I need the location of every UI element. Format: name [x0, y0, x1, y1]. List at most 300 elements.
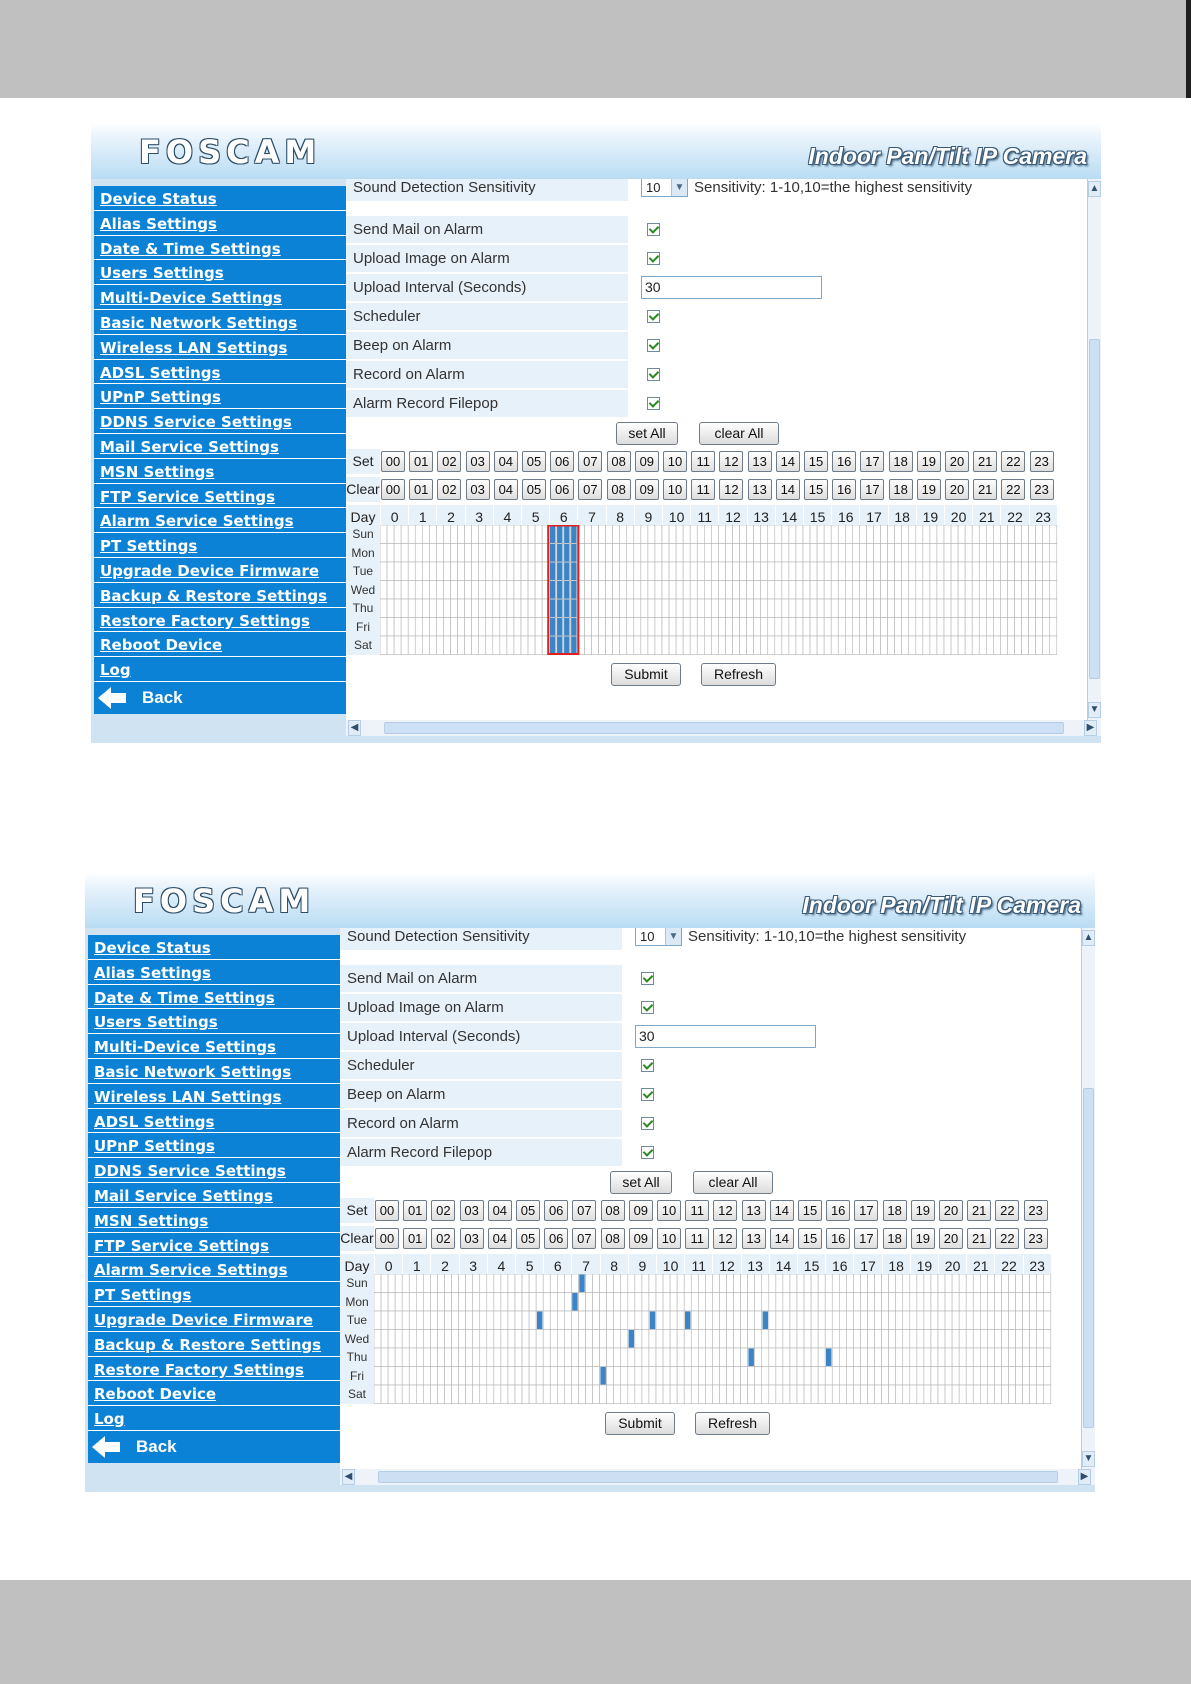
schedule-cell[interactable] — [402, 1348, 409, 1367]
schedule-cell[interactable] — [882, 1274, 889, 1293]
schedule-cell[interactable] — [374, 1385, 381, 1404]
schedule-cell[interactable] — [859, 618, 866, 637]
schedule-cell[interactable] — [634, 636, 641, 655]
clear-hour-button[interactable]: 16 — [826, 1228, 850, 1249]
back-button[interactable] — [88, 1431, 340, 1463]
schedule-cell[interactable] — [952, 1385, 959, 1404]
schedule-cell[interactable] — [501, 1293, 508, 1312]
schedule-cell[interactable] — [838, 525, 845, 544]
schedule-cell[interactable] — [514, 618, 521, 637]
schedule-cell[interactable] — [494, 1274, 501, 1293]
schedule-cell[interactable] — [635, 1311, 642, 1330]
schedule-cell[interactable] — [868, 1293, 875, 1312]
schedule-cell[interactable] — [810, 525, 817, 544]
schedule-cell[interactable] — [902, 525, 909, 544]
schedule-cell[interactable] — [443, 525, 450, 544]
schedule-cell[interactable] — [797, 1293, 804, 1312]
schedule-cell[interactable] — [958, 581, 965, 600]
schedule-cell[interactable] — [917, 1385, 924, 1404]
schedule-cell[interactable] — [811, 1274, 818, 1293]
schedule-cell[interactable] — [775, 581, 782, 600]
schedule-cell[interactable] — [401, 636, 408, 655]
schedule-cell[interactable] — [859, 636, 866, 655]
schedule-cell[interactable] — [845, 525, 852, 544]
set-hour-button[interactable]: 03 — [466, 451, 490, 472]
schedule-cell[interactable] — [909, 618, 916, 637]
schedule-cell[interactable] — [727, 1293, 734, 1312]
schedule-cell[interactable] — [930, 562, 937, 581]
clear-hour-button[interactable]: 07 — [572, 1228, 596, 1249]
schedule-cell[interactable] — [1000, 562, 1007, 581]
schedule-cell[interactable] — [522, 1367, 529, 1386]
schedule-cell[interactable] — [845, 618, 852, 637]
sidebar-item[interactable]: Device Status — [94, 186, 346, 211]
schedule-cell[interactable] — [845, 544, 852, 563]
schedule-cell[interactable] — [803, 618, 810, 637]
schedule-cell[interactable] — [704, 544, 711, 563]
schedule-cell[interactable] — [754, 525, 761, 544]
schedule-cell[interactable] — [535, 581, 542, 600]
schedule-cell[interactable] — [1044, 1311, 1051, 1330]
schedule-cell[interactable] — [1009, 1385, 1016, 1404]
schedule-cell[interactable] — [762, 1348, 769, 1367]
schedule-cell-selected[interactable] — [564, 581, 569, 599]
schedule-cell[interactable] — [458, 636, 465, 655]
schedule-cell[interactable] — [599, 599, 606, 618]
schedule-cell[interactable] — [951, 581, 958, 600]
schedule-cell[interactable] — [888, 599, 895, 618]
schedule-cell[interactable] — [1023, 1385, 1030, 1404]
schedule-cell[interactable] — [859, 599, 866, 618]
schedule-cell[interactable] — [818, 1311, 825, 1330]
schedule-cell[interactable] — [980, 1367, 987, 1386]
schedule-cell[interactable] — [866, 636, 873, 655]
schedule-cell[interactable] — [987, 1385, 994, 1404]
clear-hour-button[interactable]: 18 — [883, 1228, 907, 1249]
schedule-cell[interactable] — [725, 525, 732, 544]
schedule-cell[interactable] — [931, 1274, 938, 1293]
schedule-cell[interactable] — [1023, 1367, 1030, 1386]
schedule-cell[interactable] — [888, 581, 895, 600]
schedule-cell[interactable] — [917, 1293, 924, 1312]
schedule-cell[interactable] — [810, 544, 817, 563]
sidebar-item[interactable]: Alarm Service Settings — [88, 1257, 340, 1282]
schedule-cell[interactable] — [789, 618, 796, 637]
schedule-cell[interactable] — [648, 544, 655, 563]
schedule-cell[interactable] — [824, 544, 831, 563]
schedule-cell[interactable] — [635, 1293, 642, 1312]
schedule-cell[interactable] — [1000, 618, 1007, 637]
schedule-cell[interactable] — [459, 1293, 466, 1312]
schedule-cell[interactable] — [810, 599, 817, 618]
schedule-cell[interactable] — [473, 1293, 480, 1312]
schedule-cell[interactable] — [712, 1311, 719, 1330]
schedule-cell[interactable] — [944, 525, 951, 544]
schedule-cell[interactable] — [1007, 618, 1014, 637]
schedule-cell[interactable] — [748, 1385, 755, 1404]
sidebar-item[interactable]: Alias Settings — [94, 211, 346, 236]
schedule-cell[interactable] — [910, 1348, 917, 1367]
schedule-cell[interactable] — [521, 581, 528, 600]
schedule-cell[interactable] — [465, 618, 472, 637]
schedule-cell[interactable] — [952, 1274, 959, 1293]
schedule-cell[interactable] — [529, 1385, 536, 1404]
schedule-cell[interactable] — [528, 525, 535, 544]
schedule-cell[interactable] — [408, 618, 415, 637]
schedule-cell[interactable] — [648, 525, 655, 544]
schedule-cell[interactable] — [846, 1311, 853, 1330]
schedule-cell[interactable] — [480, 1311, 487, 1330]
schedule-cell[interactable] — [691, 1367, 698, 1386]
schedule-cell[interactable] — [515, 1293, 522, 1312]
schedule-cell[interactable] — [803, 636, 810, 655]
schedule-cell[interactable] — [443, 544, 450, 563]
schedule-cell[interactable] — [718, 562, 725, 581]
chevron-down-icon[interactable]: ▼ — [1088, 702, 1101, 718]
schedule-cell[interactable] — [507, 525, 514, 544]
schedule-cell[interactable] — [493, 636, 500, 655]
sidebar-item[interactable]: Alarm Service Settings — [94, 508, 346, 533]
schedule-cell[interactable] — [486, 525, 493, 544]
schedule-cell[interactable] — [472, 618, 479, 637]
schedule-cell[interactable] — [486, 562, 493, 581]
schedule-cell[interactable] — [374, 1367, 381, 1386]
schedule-cell[interactable] — [459, 1274, 466, 1293]
schedule-cell[interactable] — [986, 562, 993, 581]
schedule-cell[interactable] — [479, 636, 486, 655]
schedule-cell[interactable] — [987, 1293, 994, 1312]
schedule-cell[interactable] — [394, 618, 401, 637]
schedule-cell[interactable] — [458, 618, 465, 637]
schedule-cell[interactable] — [1037, 1293, 1044, 1312]
clear-hour-button[interactable]: 01 — [409, 479, 433, 500]
schedule-cell[interactable] — [853, 1348, 860, 1367]
schedule-cell[interactable] — [600, 1274, 607, 1293]
schedule-cell[interactable] — [627, 525, 634, 544]
clear-hour-button[interactable]: 23 — [1024, 1228, 1048, 1249]
sidebar-item[interactable]: Multi-Device Settings — [88, 1034, 340, 1059]
schedule-cell[interactable] — [381, 1274, 388, 1293]
schedule-cell[interactable] — [557, 1367, 564, 1386]
schedule-cell[interactable] — [734, 1311, 741, 1330]
sidebar-item[interactable]: ADSL Settings — [88, 1109, 340, 1134]
schedule-cell[interactable] — [621, 1293, 628, 1312]
schedule-cell-selected[interactable] — [557, 637, 562, 655]
schedule-cell[interactable] — [896, 1330, 903, 1349]
schedule-cell[interactable] — [804, 1348, 811, 1367]
schedule-cell[interactable] — [1016, 1385, 1023, 1404]
schedule-cell[interactable] — [945, 1367, 952, 1386]
schedule-cell[interactable] — [621, 1385, 628, 1404]
schedule-cell[interactable] — [959, 1385, 966, 1404]
schedule-cell[interactable] — [903, 1367, 910, 1386]
schedule-cell[interactable] — [388, 1311, 395, 1330]
schedule-cell[interactable] — [584, 525, 591, 544]
schedule-cell[interactable] — [868, 1330, 875, 1349]
schedule-cell[interactable] — [628, 1367, 635, 1386]
schedule-cell[interactable] — [557, 1274, 564, 1293]
schedule-cell[interactable] — [528, 581, 535, 600]
schedule-cell[interactable] — [429, 562, 436, 581]
schedule-cell[interactable] — [649, 1330, 656, 1349]
schedule-cell[interactable] — [839, 1293, 846, 1312]
schedule-cell[interactable] — [965, 581, 972, 600]
schedule-cell[interactable] — [832, 1311, 839, 1330]
schedule-cell[interactable] — [684, 1385, 691, 1404]
schedule-cell[interactable] — [642, 1293, 649, 1312]
chevron-up-icon[interactable]: ▲ — [1088, 181, 1101, 197]
schedule-cell[interactable] — [719, 1293, 726, 1312]
schedule-cell[interactable] — [839, 1330, 846, 1349]
schedule-cell[interactable] — [452, 1330, 459, 1349]
schedule-cell[interactable] — [670, 1274, 677, 1293]
schedule-cell[interactable] — [923, 636, 930, 655]
schedule-cell[interactable] — [522, 1274, 529, 1293]
schedule-cell[interactable] — [388, 1385, 395, 1404]
upload-image-checkbox[interactable] — [647, 252, 660, 265]
schedule-cell[interactable] — [1009, 1293, 1016, 1312]
schedule-cell[interactable] — [993, 544, 1000, 563]
schedule-cell[interactable] — [958, 636, 965, 655]
schedule-cell[interactable] — [986, 636, 993, 655]
schedule-cell[interactable] — [817, 544, 824, 563]
horizontal-scroll-thumb[interactable] — [378, 1471, 1058, 1483]
schedule-cell[interactable] — [662, 581, 669, 600]
schedule-cell[interactable] — [380, 544, 387, 563]
schedule-cell[interactable] — [571, 1311, 578, 1330]
schedule-cell[interactable] — [395, 1293, 402, 1312]
schedule-cell[interactable] — [986, 544, 993, 563]
schedule-cell[interactable] — [592, 636, 599, 655]
schedule-cell[interactable] — [825, 1293, 832, 1312]
schedule-cell[interactable] — [599, 525, 606, 544]
schedule-cell[interactable] — [535, 544, 542, 563]
schedule-cell[interactable] — [422, 562, 429, 581]
schedule-cell[interactable] — [718, 525, 725, 544]
schedule-cell[interactable] — [973, 1348, 980, 1367]
schedule-cell[interactable] — [824, 599, 831, 618]
sidebar-item[interactable]: Users Settings — [94, 260, 346, 285]
schedule-cell[interactable] — [663, 1311, 670, 1330]
horizontal-scrollbar[interactable] — [340, 1469, 1095, 1485]
clear-hour-button[interactable]: 10 — [663, 479, 687, 500]
schedule-cell[interactable] — [388, 1348, 395, 1367]
schedule-cell[interactable] — [1029, 636, 1036, 655]
schedule-cell[interactable] — [1023, 1330, 1030, 1349]
schedule-cell[interactable] — [725, 581, 732, 600]
schedule-cell[interactable] — [586, 1274, 593, 1293]
schedule-cell[interactable] — [614, 1293, 621, 1312]
schedule-cell[interactable] — [620, 636, 627, 655]
schedule-cell[interactable] — [711, 562, 718, 581]
schedule-cell[interactable] — [747, 599, 754, 618]
schedule-cell[interactable] — [866, 599, 873, 618]
schedule-cell[interactable] — [882, 1367, 889, 1386]
schedule-cell[interactable] — [1001, 1293, 1008, 1312]
schedule-cell[interactable] — [557, 1330, 564, 1349]
schedule-cell[interactable] — [986, 581, 993, 600]
schedule-cell[interactable] — [515, 1348, 522, 1367]
schedule-cell[interactable] — [388, 1274, 395, 1293]
schedule-cell[interactable] — [487, 1367, 494, 1386]
schedule-cell[interactable] — [395, 1367, 402, 1386]
schedule-cell[interactable] — [380, 636, 387, 655]
schedule-cell[interactable] — [543, 1348, 550, 1367]
schedule-cell[interactable] — [564, 1367, 571, 1386]
vertical-scrollbar[interactable] — [1088, 179, 1101, 720]
schedule-cell[interactable] — [825, 1367, 832, 1386]
schedule-cell[interactable] — [811, 1385, 818, 1404]
schedule-cell[interactable] — [931, 1348, 938, 1367]
schedule-cell[interactable] — [691, 1348, 698, 1367]
schedule-cell[interactable] — [402, 1385, 409, 1404]
refresh-button[interactable]: Refresh — [701, 663, 776, 686]
schedule-cell[interactable] — [718, 599, 725, 618]
schedule-cell-selected[interactable] — [550, 526, 555, 544]
schedule-cell[interactable] — [634, 618, 641, 637]
schedule-cell[interactable] — [402, 1293, 409, 1312]
schedule-cell[interactable] — [959, 1311, 966, 1330]
schedule-cell[interactable] — [845, 581, 852, 600]
schedule-cell[interactable] — [959, 1293, 966, 1312]
schedule-cell[interactable] — [697, 544, 704, 563]
schedule-cell[interactable] — [825, 1330, 832, 1349]
schedule-cell[interactable] — [1022, 581, 1029, 600]
schedule-cell[interactable] — [620, 525, 627, 544]
schedule-cell[interactable] — [670, 1293, 677, 1312]
schedule-cell[interactable] — [903, 1385, 910, 1404]
schedule-cell-selected[interactable] — [629, 1330, 634, 1348]
schedule-cell[interactable] — [655, 562, 662, 581]
schedule-cell[interactable] — [852, 599, 859, 618]
set-hour-button[interactable]: 21 — [967, 1200, 991, 1221]
schedule-cell[interactable] — [761, 525, 768, 544]
set-hour-button[interactable]: 00 — [381, 451, 405, 472]
schedule-cell[interactable] — [1043, 562, 1050, 581]
schedule-cell[interactable] — [1029, 562, 1036, 581]
schedule-cell[interactable] — [1030, 1330, 1037, 1349]
send-mail-checkbox[interactable] — [641, 972, 654, 985]
clear-hour-button[interactable]: 22 — [995, 1228, 1019, 1249]
schedule-cell[interactable] — [698, 1274, 705, 1293]
schedule-cell[interactable] — [507, 544, 514, 563]
schedule-cell[interactable] — [415, 618, 422, 637]
schedule-cell[interactable] — [882, 1311, 889, 1330]
schedule-cell[interactable] — [1000, 599, 1007, 618]
schedule-cell[interactable] — [528, 599, 535, 618]
schedule-cell[interactable] — [500, 636, 507, 655]
schedule-cell[interactable] — [422, 581, 429, 600]
schedule-cell[interactable] — [500, 618, 507, 637]
schedule-cell[interactable] — [1044, 1330, 1051, 1349]
schedule-cell[interactable] — [521, 562, 528, 581]
schedule-cell[interactable] — [993, 562, 1000, 581]
schedule-cell-selected[interactable] — [557, 526, 562, 544]
schedule-cell[interactable] — [782, 581, 789, 600]
schedule-cell[interactable] — [494, 1311, 501, 1330]
schedule-cell[interactable] — [734, 1367, 741, 1386]
schedule-cell[interactable] — [1022, 562, 1029, 581]
schedule-cell[interactable] — [409, 1311, 416, 1330]
schedule-cell[interactable] — [966, 1274, 973, 1293]
schedule-cell[interactable] — [859, 581, 866, 600]
schedule-cell[interactable] — [896, 1385, 903, 1404]
schedule-cell-selected[interactable] — [550, 581, 555, 599]
schedule-cell[interactable] — [768, 618, 775, 637]
schedule-cell[interactable] — [374, 1330, 381, 1349]
schedule-cell[interactable] — [380, 525, 387, 544]
schedule-cell-selected[interactable] — [571, 563, 576, 581]
schedule-cell[interactable] — [761, 618, 768, 637]
schedule-cell[interactable] — [535, 525, 542, 544]
schedule-cell[interactable] — [613, 525, 620, 544]
schedule-cell[interactable] — [852, 581, 859, 600]
schedule-cell[interactable] — [430, 1311, 437, 1330]
schedule-cell[interactable] — [683, 562, 690, 581]
schedule-cell[interactable] — [635, 1367, 642, 1386]
schedule-cell[interactable] — [944, 618, 951, 637]
schedule-cell[interactable] — [719, 1330, 726, 1349]
schedule-cell[interactable] — [951, 562, 958, 581]
schedule-cell[interactable] — [614, 1311, 621, 1330]
schedule-cell[interactable] — [500, 599, 507, 618]
schedule-cell[interactable] — [789, 581, 796, 600]
schedule-cell[interactable] — [810, 636, 817, 655]
schedule-cell[interactable] — [712, 1274, 719, 1293]
schedule-cell[interactable] — [755, 1293, 762, 1312]
schedule-cell[interactable] — [761, 544, 768, 563]
schedule-cell[interactable] — [1000, 525, 1007, 544]
schedule-cell[interactable] — [790, 1311, 797, 1330]
schedule-cell[interactable] — [401, 525, 408, 544]
schedule-cell[interactable] — [550, 1367, 557, 1386]
schedule-cell[interactable] — [423, 1348, 430, 1367]
set-hour-button[interactable]: 23 — [1024, 1200, 1048, 1221]
schedule-cell[interactable] — [1015, 562, 1022, 581]
schedule-cell[interactable] — [951, 544, 958, 563]
schedule-cell[interactable] — [458, 599, 465, 618]
schedule-cell[interactable] — [797, 1367, 804, 1386]
schedule-cell[interactable] — [741, 1348, 748, 1367]
schedule-cell[interactable] — [655, 581, 662, 600]
schedule-cell[interactable] — [436, 636, 443, 655]
schedule-cell[interactable] — [634, 544, 641, 563]
schedule-cell[interactable] — [557, 1385, 564, 1404]
schedule-cell[interactable] — [895, 581, 902, 600]
schedule-cell[interactable] — [902, 544, 909, 563]
schedule-cell[interactable] — [866, 525, 873, 544]
schedule-cell[interactable] — [459, 1367, 466, 1386]
schedule-cell[interactable] — [656, 1367, 663, 1386]
schedule-cell[interactable] — [670, 1330, 677, 1349]
schedule-cell[interactable] — [1037, 1274, 1044, 1293]
schedule-cell[interactable] — [775, 562, 782, 581]
schedule-cell[interactable] — [718, 544, 725, 563]
schedule-cell[interactable] — [797, 1274, 804, 1293]
schedule-cell[interactable] — [776, 1367, 783, 1386]
schedule-cell[interactable] — [621, 1311, 628, 1330]
schedule-cell[interactable] — [486, 618, 493, 637]
clear-hour-button[interactable]: 03 — [460, 1228, 484, 1249]
schedule-cell[interactable] — [473, 1385, 480, 1404]
schedule-cell[interactable] — [430, 1330, 437, 1349]
schedule-cell-selected[interactable] — [600, 1367, 605, 1385]
clear-hour-button[interactable]: 21 — [973, 479, 997, 500]
schedule-cell[interactable] — [437, 1348, 444, 1367]
schedule-cell[interactable] — [459, 1330, 466, 1349]
schedule-cell[interactable] — [868, 1367, 875, 1386]
schedule-cell[interactable] — [648, 581, 655, 600]
